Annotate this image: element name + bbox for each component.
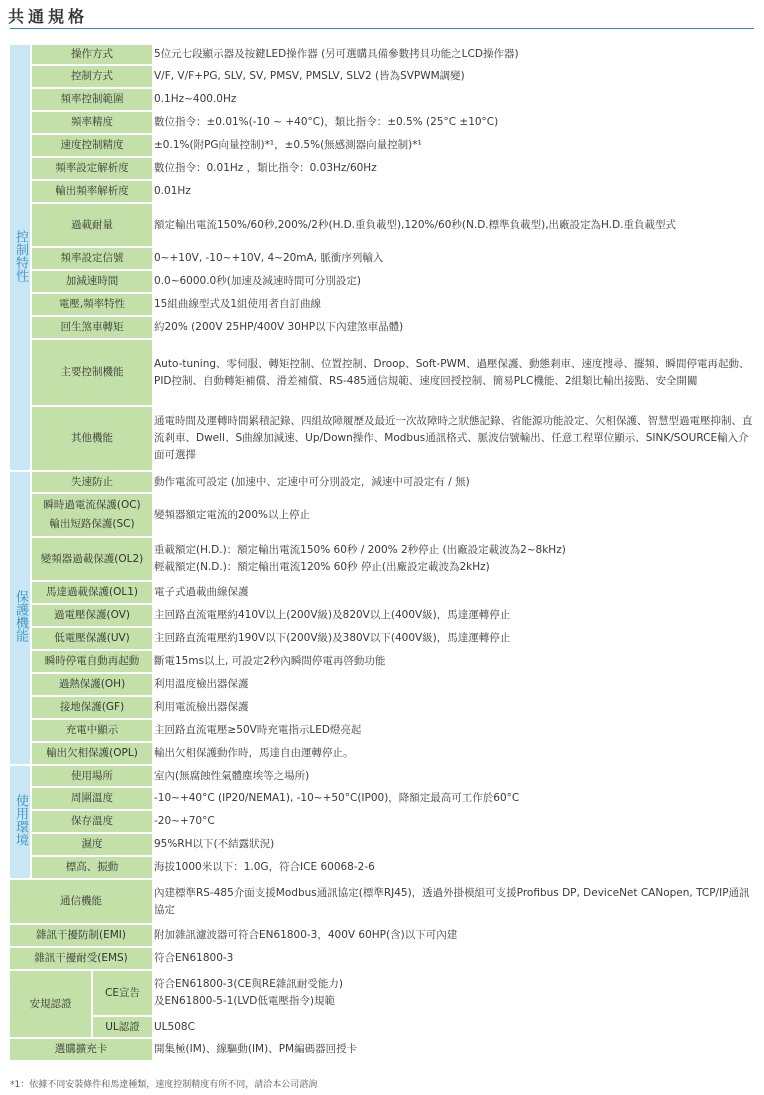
row-label: 頻率設定解析度 xyxy=(32,158,154,181)
row-value: 0.01Hz xyxy=(154,181,754,204)
table-row xyxy=(10,811,754,834)
row-label: 操作方式 xyxy=(32,45,154,66)
row-label: 失速防止 xyxy=(32,472,154,494)
group-label-control: 控制特性 xyxy=(10,45,32,472)
row-label: 低電壓保護(UV) xyxy=(32,628,154,651)
row-label: 其他機能 xyxy=(32,407,154,472)
row-label: 頻率設定信號 xyxy=(32,248,154,271)
row-value: 0.1Hz~400.0Hz xyxy=(154,89,754,112)
footnote: *1：依據不同安裝條件和馬達種類，速度控制精度有所不同，請洽本公司諮詢 xyxy=(10,1080,318,1090)
table-row xyxy=(10,407,754,472)
row-label: 控制方式 xyxy=(32,66,154,89)
row-label: 通信機能 xyxy=(10,880,154,925)
table-row xyxy=(10,651,754,674)
table-row xyxy=(10,605,754,628)
table-row xyxy=(10,204,754,248)
group-label-environment: 使用環境 xyxy=(10,766,32,880)
row-value: 95%RH以下(不結露狀況) xyxy=(154,834,754,857)
row-value: 動作電流可設定 (加速中、定速中可分別設定，減速中可設定有 / 無) xyxy=(154,472,754,494)
row-value: 斷電15ms以上, 可設定2秒內瞬間停電再啓動功能 xyxy=(154,651,754,674)
row-label xyxy=(32,494,154,538)
row-value: ±0.1%(附PG向量控制)*¹，±0.5%(無感測器向量控制)*¹ xyxy=(154,135,754,158)
row-label: 雜訊干擾耐受(EMS) xyxy=(10,948,154,971)
row-value: 數位指令：0.01Hz ，類比指令：0.03Hz/60Hz xyxy=(154,158,754,181)
row-value: 主回路直流電壓約190V以下(200V級)及380V以下(400V級)，馬達運轉停止 xyxy=(154,628,754,651)
row-label: 過電壓保護(OV) xyxy=(32,605,154,628)
table-row xyxy=(10,582,754,605)
table-row xyxy=(10,925,754,948)
row-value-line: 輕載額定(N.D.)：額定輸出電流120% 60秒 停止(出廠設定載波為2kHz) xyxy=(154,561,490,573)
row-value-line: 重載額定(H.D.)：額定輸出電流150% 60秒 / 200% 2秒停止 (出廠設定載波為2~8kHz) xyxy=(154,544,566,556)
row-value: 電子式過載曲線保護 xyxy=(154,582,754,605)
row-label: 過載耐量 xyxy=(32,204,154,248)
row-label: 主要控制機能 xyxy=(32,340,154,407)
row-label: 電壓,頻率特性 xyxy=(32,294,154,317)
row-value: 額定輸出電流150%/60秒,200%/2秒(H.D.重負載型),120%/60秒(N.D.標準負載型),出廠設定為H.D.重負載型式 xyxy=(154,204,754,248)
row-label: 輸出頻率解析度 xyxy=(32,181,154,204)
row-value: UL508C xyxy=(154,1017,754,1039)
row-value: -10~+40°C (IP20/NEMA1), -10~+50°C(IP00)，降額定最高可工作於60°C xyxy=(154,788,754,811)
row-value: 約20% (200V 25HP/400V 30HP以下內建煞車晶體) xyxy=(154,317,754,340)
table-row xyxy=(10,472,754,494)
table-row xyxy=(10,628,754,651)
row-value: 內建標準RS-485介面支援Modbus通訊協定(標準RJ45)，透過外掛模組可支援Profibus DP, DeviceNet CANopen, TCP/IP通訊協定 xyxy=(154,880,754,925)
table-row xyxy=(10,494,754,538)
row-label: 標高、振動 xyxy=(32,857,154,880)
row-label: 濕度 xyxy=(32,834,154,857)
row-label-line: 瞬時過電流保護(OC) xyxy=(43,499,141,511)
row-value: 0.0~6000.0秒(加速及減速時間可分別設定) xyxy=(154,271,754,294)
row-sublabel: UL認證 xyxy=(93,1017,154,1039)
title-divider xyxy=(10,28,754,29)
row-value: 利用電流檢出器保護 xyxy=(154,697,754,720)
table-row xyxy=(10,857,754,880)
row-label: 加減速時間 xyxy=(32,271,154,294)
table-row xyxy=(10,880,754,925)
row-label: 瞬時停電自動再起動 xyxy=(32,651,154,674)
table-row xyxy=(10,697,754,720)
row-value: 符合EN61800-3 xyxy=(154,948,754,971)
row-value: 開集極(IM)、線驅動(IM)、PM編碼器回授卡 xyxy=(154,1039,754,1062)
table-row xyxy=(10,538,754,582)
table-row xyxy=(10,66,754,89)
table-row xyxy=(10,158,754,181)
table-row xyxy=(10,181,754,204)
table-row xyxy=(10,743,754,766)
row-sublabel: CE宣告 xyxy=(93,971,154,1017)
page-title: 共通規格 xyxy=(8,7,89,26)
row-value: 5位元七段顯示器及按鍵LED操作器 (另可選購具備參數拷貝功能之LCD操作器) xyxy=(154,45,754,66)
row-value: 通電時間及運轉時間累積記錄、四組故障履歷及最近一次故障時之狀態記錄、省能源功能設定、欠相保護、智慧型過電壓抑制、直流剎車、Dwell、S曲線加減速、Up/Down操作、Modbus通訊格式、脈波信號輸出、任意工程單位顯示、SINK/SOURCE輸入介面可選擇 xyxy=(154,407,754,472)
row-value: 室內(無腐蝕性氣體塵埃等之場所) xyxy=(154,766,754,788)
row-value: 0~+10V, -10~+10V, 4~20mA, 脈衝序列輸入 xyxy=(154,248,754,271)
row-value: Auto-tuning、零伺服、轉矩控制、位置控制、Droop、Soft-PWM、過壓保護、動態剎車、速度搜尋、擺頻、瞬間停電再起動、PID控制、自動轉矩補償、滑差補償、RS-485通信規範、速度回授控制、簡易PLC機能、2組類比輸出接點、安全開關 xyxy=(154,340,754,407)
table-row xyxy=(10,834,754,857)
row-value xyxy=(154,971,754,1017)
table-row xyxy=(10,294,754,317)
row-label: 速度控制精度 xyxy=(32,135,154,158)
row-label: 周圍溫度 xyxy=(32,788,154,811)
spec-table xyxy=(10,45,754,1062)
row-value: 利用溫度檢出器保護 xyxy=(154,674,754,697)
row-label-line: 輸出短路保護(SC) xyxy=(49,518,135,530)
table-row xyxy=(10,1039,754,1062)
row-label: 接地保護(GF) xyxy=(32,697,154,720)
table-row xyxy=(10,271,754,294)
row-value xyxy=(154,538,754,582)
row-label: 雜訊干擾防制(EMI) xyxy=(10,925,154,948)
table-row xyxy=(10,340,754,407)
row-value: 附加雜訊濾波器可符合EN61800-3，400V 60HP(含)以下可內建 xyxy=(154,925,754,948)
row-label: 使用場所 xyxy=(32,766,154,788)
row-value: 輸出欠相保護動作時，馬達自由運轉停止。 xyxy=(154,743,754,766)
row-value: 變頻器額定電流的200%以上停止 xyxy=(154,494,754,538)
table-row xyxy=(10,45,754,66)
row-label: 保存溫度 xyxy=(32,811,154,834)
row-value: 主回路直流電壓約410V以上(200V級)及820V以上(400V級)，馬達運轉停止 xyxy=(154,605,754,628)
row-value: 海拔1000米以下：1.0G，符合ICE 60068-2-6 xyxy=(154,857,754,880)
row-value: 15組曲線型式及1組使用者自訂曲線 xyxy=(154,294,754,317)
row-value: V/F, V/F+PG, SLV, SV, PMSV, PMSLV, SLV2 (皆為SVPWM調變) xyxy=(154,66,754,89)
table-row xyxy=(10,720,754,743)
row-label: 頻率精度 xyxy=(32,112,154,135)
row-label: 安規認證 xyxy=(10,971,93,1039)
row-label: 輸出欠相保護(OPL) xyxy=(32,743,154,766)
table-row xyxy=(10,135,754,158)
row-label: 回生煞車轉矩 xyxy=(32,317,154,340)
row-label: 頻率控制範圍 xyxy=(32,89,154,112)
table-row xyxy=(10,89,754,112)
row-label: 選購擴充卡 xyxy=(10,1039,154,1062)
row-label: 過熱保護(OH) xyxy=(32,674,154,697)
row-label: 馬達過載保護(OL1) xyxy=(32,582,154,605)
table-row xyxy=(10,248,754,271)
row-value: 數位指令：±0.01%(-10 ~ +40°C)，類比指令：±0.5% (25°C ±10°C) xyxy=(154,112,754,135)
table-row xyxy=(10,317,754,340)
row-value: -20~+70°C xyxy=(154,811,754,834)
group-label-protection: 保護機能 xyxy=(10,472,32,766)
table-row xyxy=(10,674,754,697)
row-label: 充電中顯示 xyxy=(32,720,154,743)
table-row xyxy=(10,112,754,135)
table-row xyxy=(10,788,754,811)
table-row xyxy=(10,766,754,788)
table-row xyxy=(10,948,754,971)
row-label: 變頻器過載保護(OL2) xyxy=(32,538,154,582)
table-row xyxy=(10,971,754,1017)
row-value: 主回路直流電壓≥50V時充電指示LED燈亮起 xyxy=(154,720,754,743)
row-value-line: 符合EN61800-3(CE與RE雜訊耐受能力) xyxy=(154,978,343,990)
table-row xyxy=(10,1017,754,1039)
row-value-line: 及EN61800-5-1(LVD低電壓指令)規範 xyxy=(154,995,335,1007)
